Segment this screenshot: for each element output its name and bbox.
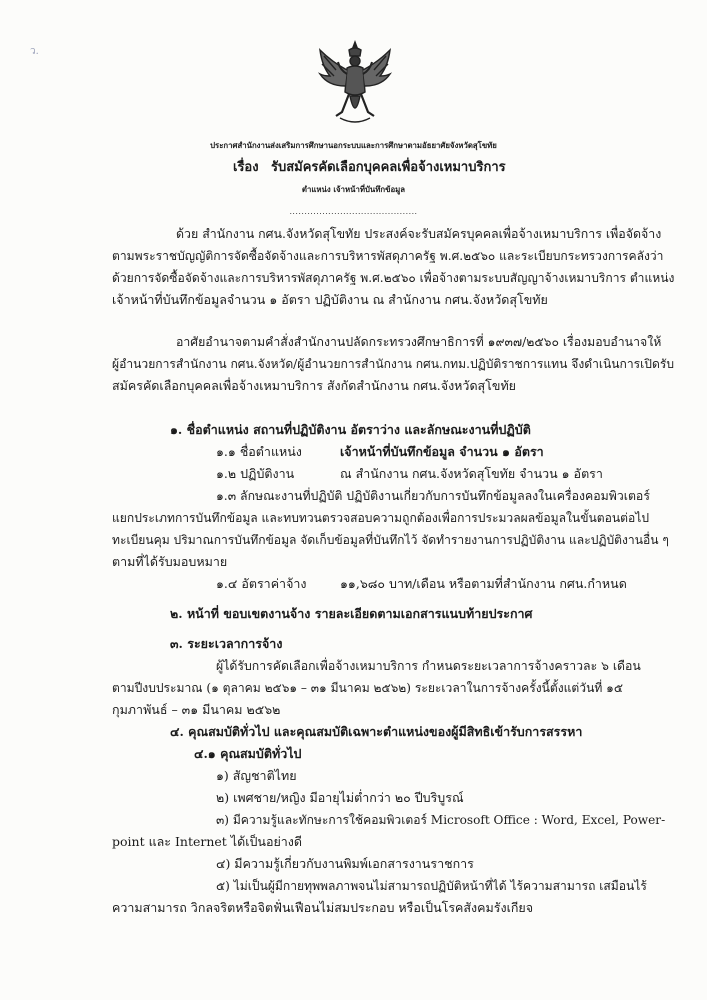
- qualification-5a: ๕) ไม่เป็นผู้มีกายทุพพลภาพจนไม่สามารถปฏิบัติหน้าที่ได้ ไร้ความสามารถ เสมือนไร้: [216, 879, 647, 893]
- item1-label: ๑.๑ ชื่อตำแหน่ง: [216, 444, 302, 459]
- item1-value: เจ้าหน้าที่บันทึกข้อมูล จำนวน ๑ อัตรา: [340, 444, 544, 459]
- section1-heading: ๑. ชื่อตำแหน่ง สถานที่ปฏิบัติงาน อัตราว่าง และลักษณะงานที่ปฏิบัติ: [170, 422, 531, 437]
- authority-line-2: ผู้อำนวยการสำนักงาน กศน.จังหวัด/ผู้อำนวยการสำนักงาน กศน.กทม.ปฏิบัติราชการแทน จึงดำเนินการเปิดรับ: [112, 357, 674, 371]
- section4-heading: ๔. คุณสมบัติทั่วไป และคุณสมบัติเฉพาะตำแหน่งของผู้มีสิทธิเข้ารับการสรรหา: [170, 724, 583, 739]
- item4-value: ๑๑,๖๘๐ บาท/เดือน หรือตามที่สำนักงาน กศน.กำหนด: [340, 576, 627, 591]
- item3-line-2: แยกประเภทการบันทึกข้อมูล และทบทวนตรวจสอบความถูกต้องเพื่อการประมวลผลข้อมูลในขั้นตอนต่อไป: [112, 511, 649, 525]
- corner-mark: ว.: [30, 46, 39, 57]
- garuda-emblem-icon: [316, 40, 394, 128]
- authority-line-3: สมัครคัดเลือกบุคคลเพื่อจ้างเหมาบริการ สังกัดสำนักงาน กศน.จังหวัดสุโขทัย: [112, 378, 517, 393]
- intro-line-3: ด้วยการจัดซื้อจัดจ้างและการบริหารพัสดุภาครัฐ พ.ศ.๒๕๖๐ เพื่อจ้างตามระบบสัญญาจ้างเหมาบริการ ตำแหน่ง: [112, 271, 675, 285]
- subject-text: รับสมัครคัดเลือกบุคคลเพื่อจ้างเหมาบริการ: [271, 160, 506, 175]
- item3-line-4: ตามที่ได้รับมอบหมาย: [112, 554, 228, 569]
- qualification-4: ๔) มีความรู้เกี่ยวกับงานพิมพ์เอกสารงานราชการ: [216, 856, 474, 871]
- intro-line-1: ด้วย สำนักงาน กศน.จังหวัดสุโขทัย ประสงค์จะรับสมัครบุคคลเพื่อจ้างเหมาบริการ เพื่อจัดจ้าง: [176, 226, 662, 241]
- section2-heading: ๒. หน้าที่ ขอบเขตงานจ้าง รายละเอียดตามเอกสารแนบท้ายประกาศ: [170, 606, 533, 621]
- section3-line-2: ตามปีงบประมาณ (๑ ตุลาคม ๒๕๖๑ – ๓๑ มีนาคม ๒๕๖๒) ระยะเวลาในการจ้างครั้งนี้ตั้งแต่วันที่ ๑๕: [112, 681, 623, 695]
- intro-line-2: ตามพระราชบัญญัติการจัดซื้อจัดจ้างและการบริหารพัสดุภาครัฐ พ.ศ.๒๕๖๐ และระเบียบกระทรวงการคลังว่า: [112, 249, 664, 263]
- qualification-1: ๑) สัญชาติไทย: [216, 768, 297, 783]
- section3-heading: ๓. ระยะเวลาการจ้าง: [170, 636, 283, 651]
- item2-label: ๑.๒ ปฏิบัติงาน: [216, 466, 295, 481]
- subject-key: เรื่อง: [233, 160, 259, 175]
- section3-line-3: กุมภาพันธ์ – ๓๑ มีนาคม ๒๕๖๒: [112, 702, 281, 717]
- position-title: ตำแหน่ง เจ้าหน้าที่บันทึกข้อมูล: [301, 185, 406, 194]
- separator-dots: ...........................................: [289, 207, 418, 216]
- qualification-3b: point และ Internet ได้เป็นอย่างดี: [112, 834, 303, 849]
- item3-line-1: ๑.๓ ลักษณะงานที่ปฏิบัติ ปฏิบัติงานเกี่ยวกับการบันทึกข้อมูลลงในเครื่องคอมพิวเตอร์: [216, 489, 650, 503]
- section3-line-1: ผู้ได้รับการคัดเลือกเพื่อจ้างเหมาบริการ กำหนดระยะเวลาการจ้างคราวละ ๖ เดือน: [216, 659, 641, 673]
- item2-value: ณ สำนักงาน กศน.จังหวัดสุโขทัย จำนวน ๑ อัตรา: [340, 466, 603, 481]
- qualification-2: ๒) เพศชาย/หญิง มีอายุไม่ต่ำกว่า ๒๐ ปีบริบูรณ์: [216, 790, 464, 805]
- qualification-3a: ๓) มีความรู้และทักษะการใช้คอมพิวเตอร์ Microsoft Office : Word, Excel, Power-: [216, 813, 666, 827]
- qualification-5b: ความสามารถ วิกลจริตหรือจิตฟั่นเฟือนไม่สมประกอบ หรือเป็นโรคสังคมรังเกียจ: [112, 900, 534, 915]
- intro-line-4: เจ้าหน้าที่บันทึกข้อมูลจำนวน ๑ อัตรา ปฏิบัติงาน ณ สำนักงาน กศน.จังหวัดสุโขทัย: [112, 292, 548, 307]
- section4-subheading: ๔.๑ คุณสมบัติทั่วไป: [194, 746, 302, 761]
- announcement-title: ประกาศสำนักงานส่งเสริมการศึกษานอกระบบและการศึกษาตามอัธยาศัยจังหวัดสุโขทัย: [210, 141, 497, 150]
- authority-line-1: อาศัยอำนาจตามคำสั่งสำนักงานปลัดกระทรวงศึกษาธิการที่ ๑๙๓๗/๒๕๖๐ เรื่องมอบอำนาจให้: [176, 335, 662, 349]
- subject-line: [233, 160, 506, 176]
- item4-label: ๑.๔ อัตราค่าจ้าง: [216, 576, 307, 591]
- item3-line-3: ทะเบียนคุม ปริมาณการบันทึกข้อมูล จัดเก็บข้อมูลที่บันทึกไว้ จัดทำรายงานการปฏิบัติงาน และปฏิบัติงานอื่น ๆ: [112, 533, 669, 547]
